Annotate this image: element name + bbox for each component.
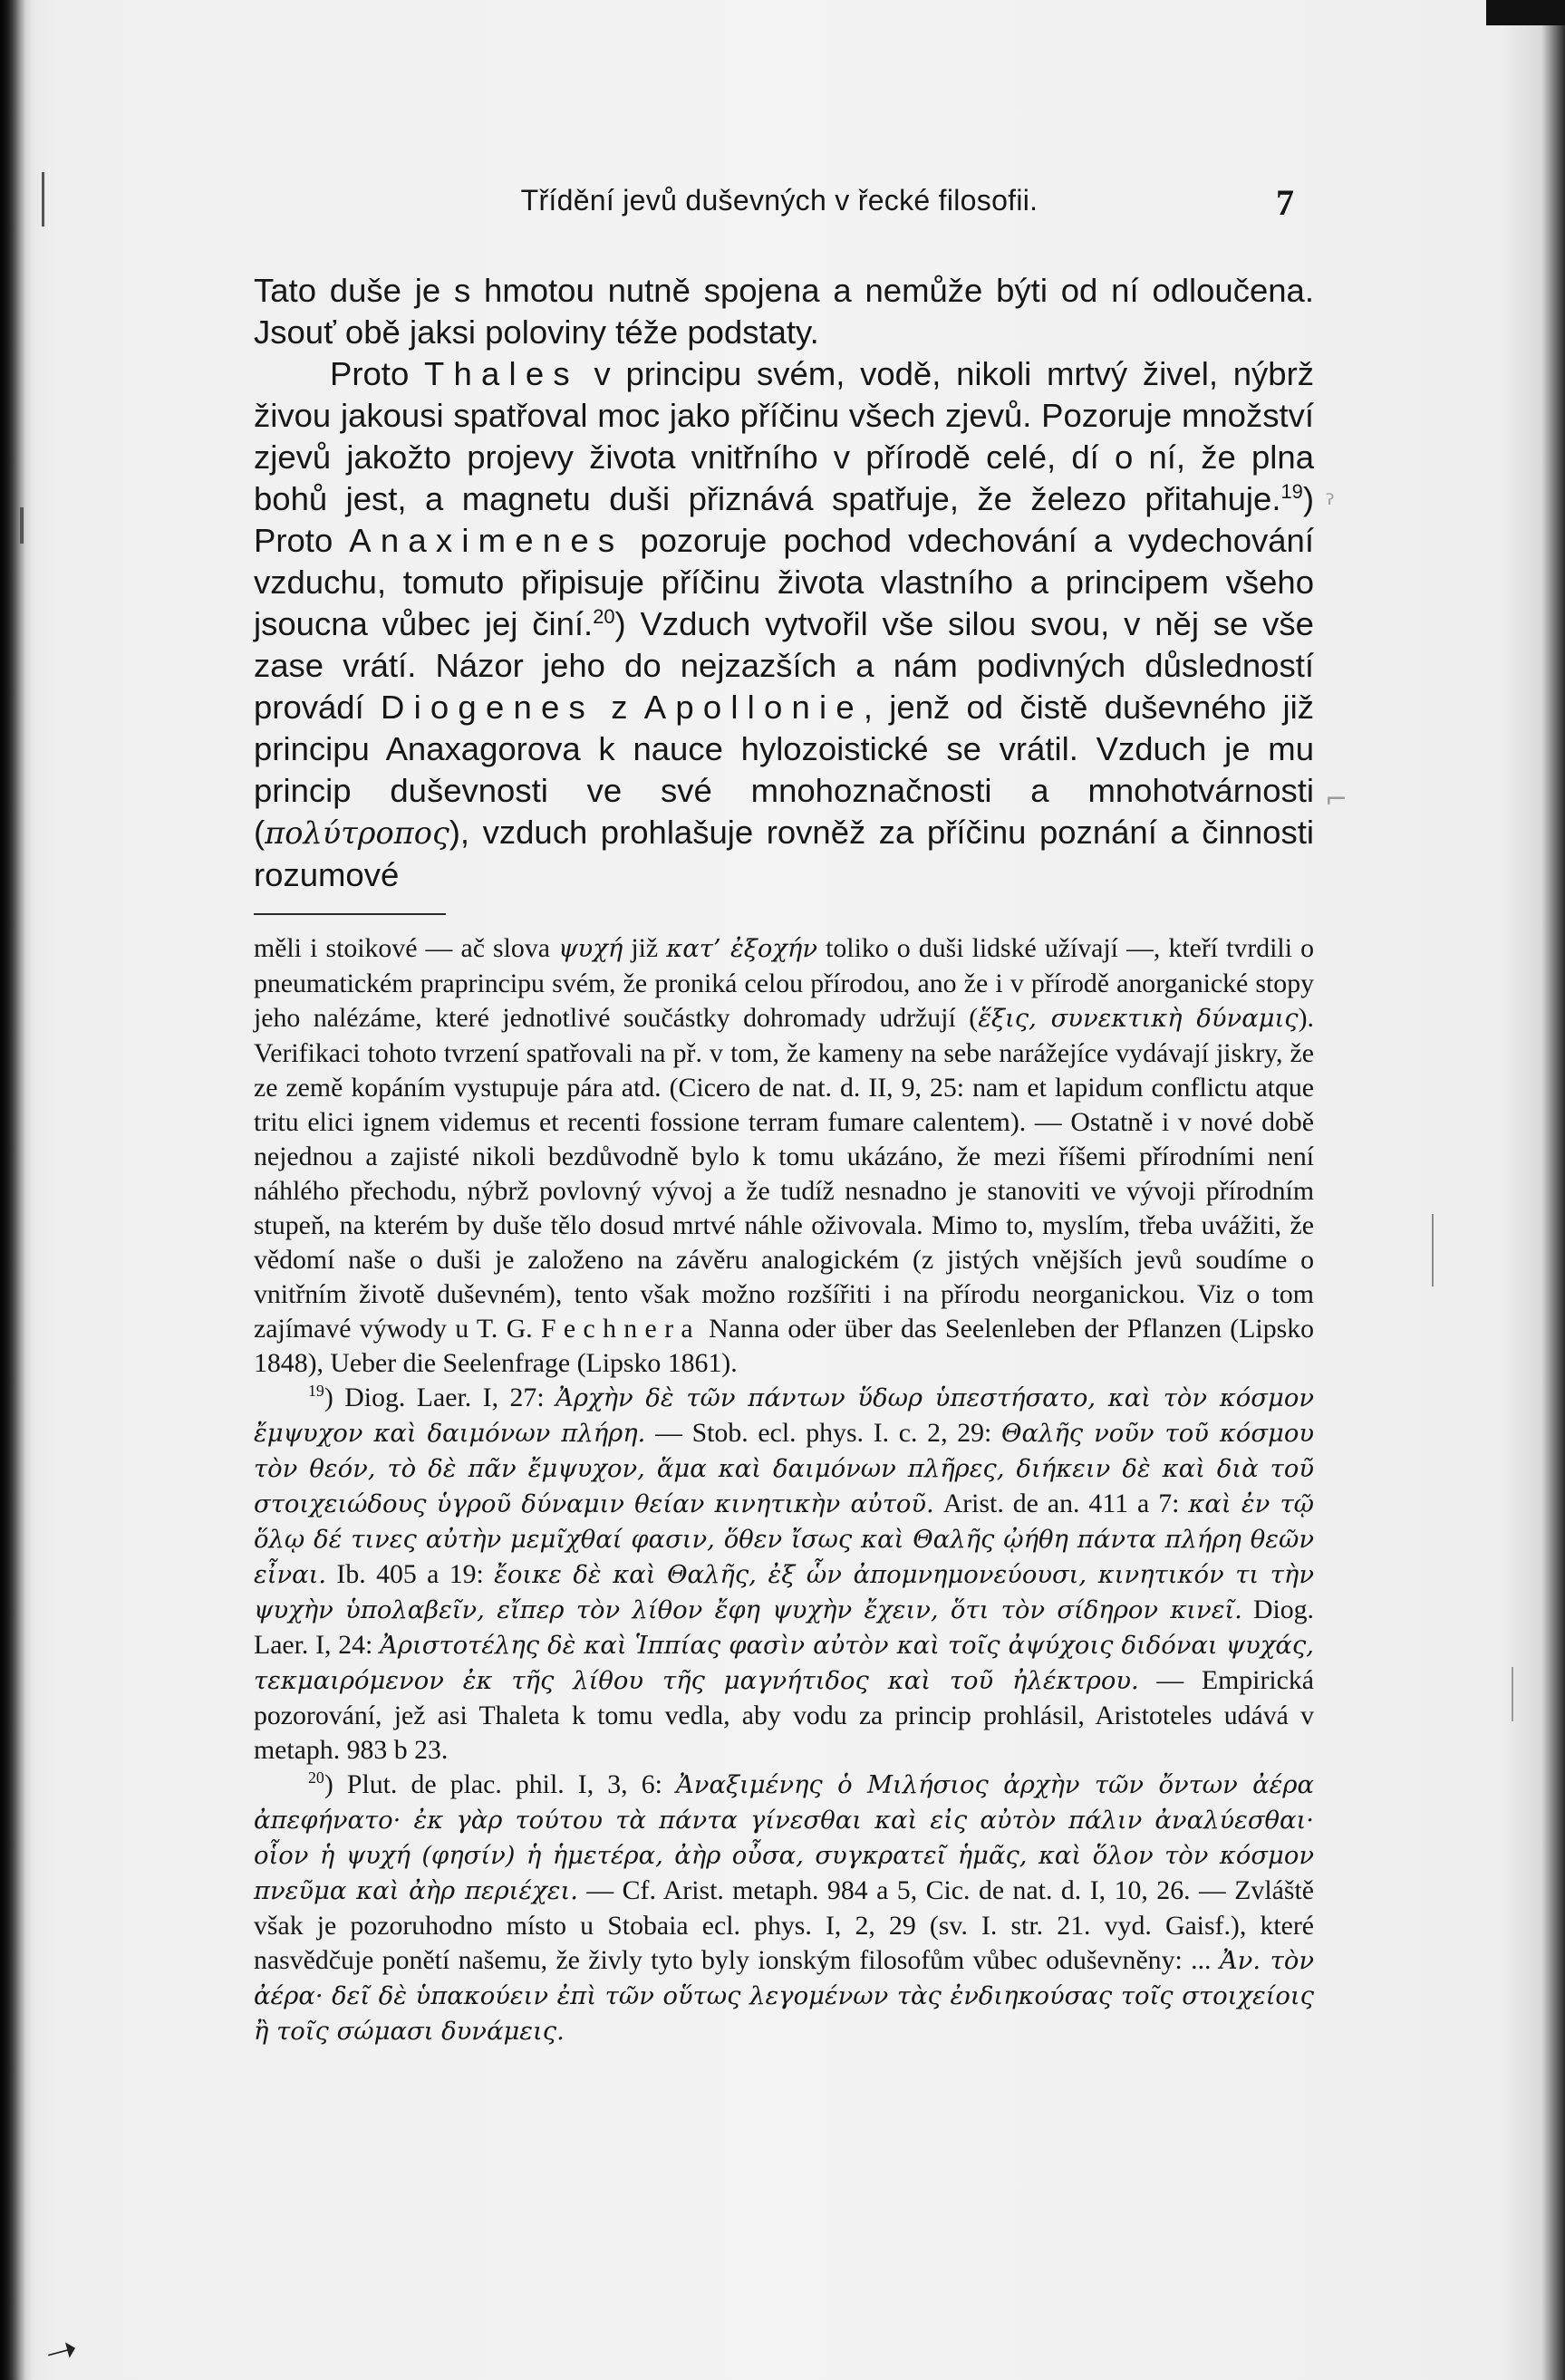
footnote-continuation: měli i stoikové — ač slova ψυχή již κατ’ ἐξοχήν toliko o duši lidské užívají —, kteří tvrdili o pneumatickém praprincipu svém, že proniká celou přírodou, ano že i v přírodě anorganické stopy jeho nalézáme, které jednotlivé součástky dohromady udržují (ἕξις, συνεκτικὴ δύναμις). Verifikaci tohoto tvrzení spatřovali na př. v tom, že kameny na sebe narážejíce vydávají jiskry, že ze země kopáním vystupuje pára atd. (Cicero de nat. d. II, 9, 25: nam et lapidum conflictu atque tritu elici ignem videmus et recenti fossione terram fumare calentem). — Ostatně i v nové době nejednou a zajisté nikoli bezdůvodně bylo k tomu ukázáno, že mezi říšemi přírodními není náhlého přechodu, nýbrž povlovný vývoj a že tudíž nesnadno je stanoviti ve vývoji přírodním stupeň, na kterém by duše tělo dosud mrtvé náhle oživovala. Mimo to, myslím, třeba uvážiti, že vědomí naše o duši je založeno na závěru analogickém (z jistých vnějších jevů soudíme o vnitřním životě duševném), tento však možno rozšířiti i na přírodu neorganickou. Viz o tom zajímavé výwody u T. G. Fechnera Nanna oder über das Seelenleben der Pflanzen (Lipsko 1848), Ueber die Seelenfrage (Lipsko 1861). bbox=[254, 933, 1315, 1378]
margin-pencil-mark-1: ˀ bbox=[1325, 489, 1336, 521]
margin-arrow-icon: ➝ bbox=[40, 2325, 82, 2376]
margin-pencil-stroke-left-lower bbox=[20, 507, 24, 544]
footnote-19: $^{19}$) Diog. Laer. I, 27: Ἀρχὴν δὲ τῶν πάντων ὕδωρ ὑπεστήσατο, καὶ τὸν κόσμον ἔμψυχον καὶ δαιμόνων πλήρη. — Stob. ecl. phys. I. c. 2, 29: Θαλῆς νοῦν τοῦ κόσμου τὸν θεόν, τὸ δὲ πᾶν ἔμψυχον, ἅμα καὶ δαιμόνων πλῆρες, διήκειν δὲ καὶ διὰ τοῦ στοιχειώδους ὑγροῦ δύναμιν θείαν κινητικὴν αὐτοῦ. Arist. de an. 411 a 7: καὶ ἐν τῷ ὅλῳ δέ τινες αὐτὴν μεμῖχθαί φασιν, ὅθεν ἴσως καὶ Θαλῆς ᾠήθη πάντα πλήρη θεῶν εἶναι. Ib. 405 a 19: ἔοικε δὲ καὶ Θαλῆς, ἐξ ὧν ἀπομνημονεύουσι, κινητικόν τι τὴν ψυχὴν ὑπολαβεῖν, εἴπερ τὸν λίθον ἔφη ψυχὴν ἔχειν, ὅτι τὸν σίδηρον κινεῖ. Diog. Laer. I, 24: Ἀριστοτέλης δὲ καὶ Ἱππίας φασὶν αὐτὸν καὶ τοῖς ἀψύχοις διδόναι ψυχάς, τεκμαιρόμενον ἐκ τῆς λίθου τῆς μαγνήτιδος καὶ τοῦ ἠλέκτρου. — Empirická pozorování, jež asi Thaleta k tomu vedla, aby vodu za princip prohlásil, Aristoteles udává v metaph. 983 b 23. bbox=[254, 1382, 1314, 1765]
footnote-separator bbox=[254, 913, 446, 915]
paragraph-2: Proto Thales v principu svém, vodě, nikoli mrtvý živel, nýbrž živou jakousi spatřoval moc jako příčinu všech zjevů. Pozoruje množství zjevů jakožto projevy života vnitřního v přírodě celé, dí o ní, že plna bohů jest, a magnetu duši přiznává spatřuje, že železo přitahuje.$^{19}$) Proto Anaximenes pozoruje pochod vdechování a vydechování vzduchu, tomuto připisuje příčinu života vlastního a principem všeho jsoucna vůbec jej činí.$^{20}$) Vzduch vytvořil vše silou svou, v něj se vše zase vrátí. Názor jeho do nejzazších a nám podivných důsledností provádí Diogenes z Apollonie, jenž od čistě duševného již principu Anaxagorova k nauce hylozoistické se vrátil. Vzduch je mu princip duševnosti ve své mnohoznačnosti a mnohotvárnosti (πολύτροπος), vzduch prohlašuje rovněž za příčinu poznání a činnosti rozumové bbox=[254, 355, 1314, 893]
main-body-text bbox=[254, 270, 1314, 896]
footnote-20: $^{20}$) Plut. de plac. phil. I, 3, 6: Ἀναξιμένης ὁ Μιλήσιος ἀρχὴν τῶν ὄντων ἀέρα ἀπεφήνατο· ἐκ γὰρ τούτου τὰ πάντα γίνεσθαι καὶ εἰς αὐτὸν πάλιν ἀναλύεσθαι· οἷον ἡ ψυχή (φησίν) ἡ ἡμετέρα, ἀὴρ οὖσα, συγκρατεῖ ἡμᾶς, καὶ ὅλον τὸν κόσμον πνεῦμα καὶ ἀὴρ περιέχει. — Cf. Arist. metaph. 984 a 5, Cic. de nat. d. I, 10, 26. — Zvláště však je pozoruhodno místo u Stobaia ecl. phys. I, 2, 29 (sv. I. str. 21. vyd. Gaisf.), které nasvědčuje ponětí našemu, že živly tyto byly ionským filosofům vůbec oduševněny: ... Ἀν. τὸν ἀέρα· δεῖ δὲ ὑπακούειν ἐπὶ τῶν οὕτως λεγομένων τὰς ἐνδιηκούσας τοῖς στοιχείοις ἢ τοῖς σώμασι δυνάμεις. bbox=[254, 1768, 1315, 2046]
margin-pencil-stroke-left bbox=[42, 172, 44, 226]
footnote-number-20: 20 bbox=[308, 1768, 324, 1787]
binding-shadow bbox=[0, 0, 33, 2380]
footnote-number-19: 19 bbox=[308, 1382, 324, 1401]
name-fechner: Fechnera bbox=[541, 1314, 700, 1344]
name-apollonie: Apollonie bbox=[643, 689, 864, 726]
margin-pencil-stroke-right-2 bbox=[1512, 1667, 1513, 1721]
name-anaximenes: Anaximenes bbox=[349, 522, 624, 559]
running-title: Třídění jevů duševných v řecké filosofii. bbox=[520, 184, 1039, 217]
name-thales: Thales bbox=[423, 355, 579, 392]
page-number: 7 bbox=[1276, 182, 1294, 223]
margin-pencil-mark-2: ⌐ bbox=[1325, 784, 1348, 815]
greek-term: πολύτροπος bbox=[265, 815, 449, 851]
footnote-ref-19: 19 bbox=[1280, 479, 1303, 503]
name-diogenes: Diogenes bbox=[381, 689, 594, 726]
scan-edge-mark bbox=[1486, 0, 1565, 25]
margin-pencil-stroke-right bbox=[1432, 1214, 1434, 1286]
footnote-ref-20: 20 bbox=[593, 604, 615, 628]
paragraph-1: Tato duše je s hmotou nutně spojena a nemůže býti od ní odloučena. Jsouť obě jaksi poloviny téže podstaty. bbox=[254, 272, 1314, 351]
footnotes bbox=[254, 931, 1314, 2049]
